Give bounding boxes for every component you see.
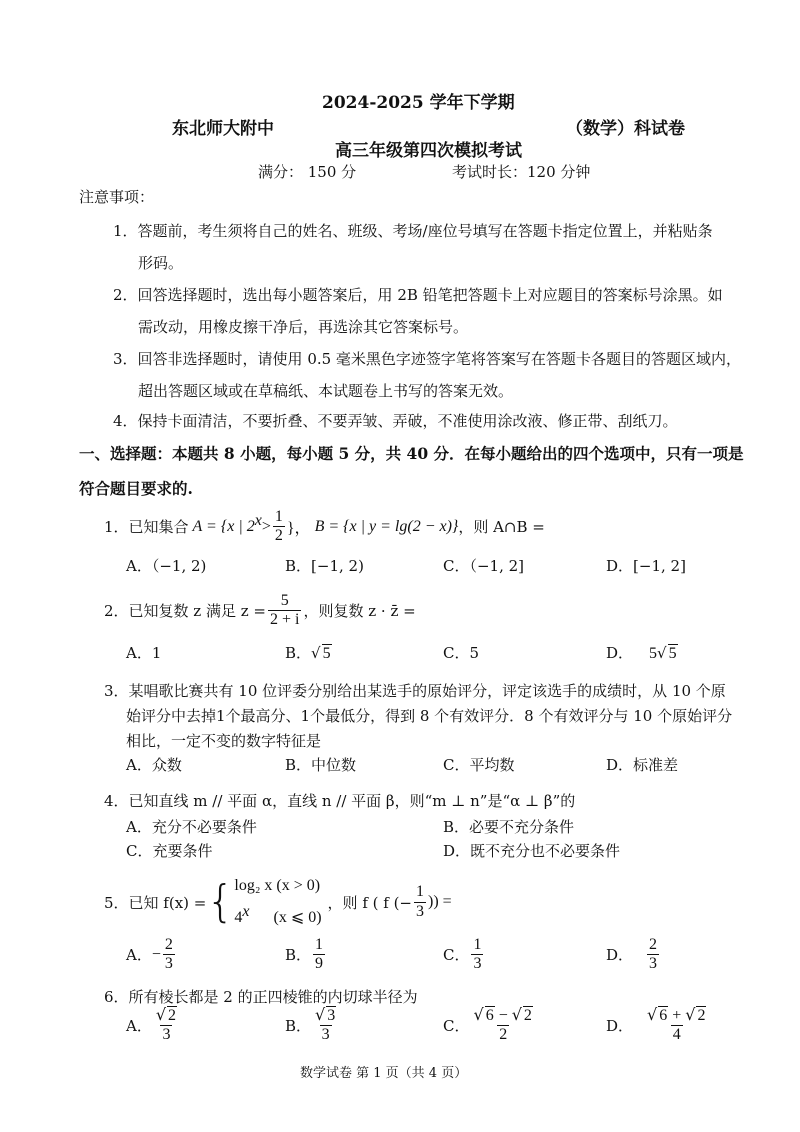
q2-option-d bbox=[606, 642, 678, 663]
notice-item-1-line2: 形码。 bbox=[138, 254, 184, 272]
q6-option-c-operator: − bbox=[494, 1007, 512, 1024]
q5-option-d-num: 2 bbox=[649, 936, 658, 953]
q5-suffix: )) = bbox=[428, 893, 452, 910]
notice-item-4: 4．保持卡面清洁，不要折叠、不要弄皱、弄破，不准使用涂改液、修正带、刮纸刀。 bbox=[113, 412, 678, 430]
q5-option-d bbox=[606, 936, 661, 974]
subject-title: （数学）科试卷 bbox=[566, 119, 685, 139]
q1-option-c: C．（−1, 2] bbox=[443, 557, 525, 575]
q6-option-d bbox=[606, 1006, 710, 1045]
q3-line1: 3．某唱歌比赛共有 10 位评委分别给出某选手的原始评分，评定该选手的成绩时，从 10 个原 bbox=[104, 682, 726, 700]
q6-option-c-radicand-2: 2 bbox=[523, 1007, 532, 1024]
sqrt-symbol: √ bbox=[473, 1005, 484, 1024]
notice-item-1-line1: 1．答题前，考生须将自己的姓名、班级、考场/座位号填写在答题卡指定位置上，并粘贴条 bbox=[113, 222, 713, 240]
q5-option-b bbox=[285, 936, 327, 974]
question-5 bbox=[104, 874, 452, 930]
q1-close: }， bbox=[286, 520, 311, 538]
q5-option-c-fraction bbox=[471, 936, 483, 974]
q4-option-b: B．必要不充分条件 bbox=[443, 818, 575, 836]
q2-frac-num: 5 bbox=[280, 592, 289, 609]
q5-option-c-den: 3 bbox=[473, 955, 482, 973]
q5-option-b-label: B． bbox=[285, 946, 312, 965]
q2-option-d-radicand: 5 bbox=[668, 645, 677, 662]
q6-option-c-fraction bbox=[471, 1006, 534, 1045]
q6-option-b-radicand: 3 bbox=[327, 1007, 336, 1024]
q6-option-a-fraction bbox=[154, 1006, 179, 1045]
full-score: 满分： 150 分 bbox=[258, 163, 357, 181]
page-footer: 数学试卷 第 1 页（共 4 页） bbox=[300, 1066, 468, 1081]
q2-option-b-label: B． bbox=[285, 644, 312, 662]
q1-set-a: A = {x | 2 bbox=[192, 517, 255, 535]
q6-option-d-num bbox=[645, 1006, 708, 1025]
q2-prefix: 2．已知复数 z 满足 z = bbox=[104, 602, 266, 621]
q3-option-c: C．平均数 bbox=[443, 756, 515, 774]
q3-option-b: B．中位数 bbox=[285, 756, 357, 774]
notice-item-3-line2: 超出答题区域或在草稿纸、本试题卷上书写的答案无效。 bbox=[138, 382, 514, 400]
q6-option-b-den: 3 bbox=[321, 1026, 330, 1044]
q5-option-b-num: 1 bbox=[315, 936, 324, 953]
q1-set-b: B = {x | y = lg(2 − x)} bbox=[314, 517, 459, 535]
q1-exponent: x bbox=[254, 512, 262, 529]
notice-item-3-line1: 3．回答非选择题时，请使用 0.5 毫米黑色字迹签字笔将答案写在答题卡各题目的答题区域内， bbox=[113, 350, 741, 368]
q6-option-b-label: B． bbox=[285, 1016, 312, 1035]
q6-option-b-fraction bbox=[313, 1006, 338, 1045]
q6-option-d-label: D． bbox=[606, 1016, 634, 1035]
q6-option-c-den: 2 bbox=[499, 1026, 508, 1044]
q6-stem: 6．所有棱长都是 2 的正四棱锥的内切球半径为 bbox=[104, 988, 418, 1006]
question-1 bbox=[104, 508, 545, 546]
sqrt-symbol: √ bbox=[155, 1005, 167, 1024]
q1-frac-num: 1 bbox=[274, 508, 283, 525]
q2-option-d-label: D． bbox=[606, 644, 634, 662]
q6-option-d-radicand-2: 2 bbox=[697, 1007, 706, 1024]
q1-fraction bbox=[273, 508, 285, 546]
q1-frac-den: 2 bbox=[274, 527, 283, 545]
q5-frac-num: 1 bbox=[416, 883, 424, 901]
sqrt-symbol: √ bbox=[647, 1005, 658, 1024]
q5-option-c-num: 1 bbox=[473, 936, 482, 953]
q2-option-a: A．1 bbox=[126, 644, 162, 662]
q5-option-a-den: 3 bbox=[164, 955, 173, 973]
q4-option-d: D．既不充分也不必要条件 bbox=[443, 842, 621, 860]
q6-option-a-label: A． bbox=[126, 1016, 152, 1035]
q3-option-a: A．众数 bbox=[126, 756, 182, 774]
notice-title: 注意事项： bbox=[79, 188, 155, 206]
exam-year-term: 2024-2025 学年下学期 bbox=[322, 93, 515, 113]
q3-option-d: D．标准差 bbox=[606, 756, 679, 774]
q5-frac-den: 3 bbox=[416, 902, 424, 920]
q6-option-a-den: 3 bbox=[162, 1026, 171, 1044]
q1-prefix: 1．已知集合 bbox=[104, 518, 189, 537]
q5-option-c-label: C． bbox=[443, 946, 470, 965]
exam-title: 高三年级第四次模拟考试 bbox=[335, 141, 522, 161]
sqrt-symbol: √ bbox=[311, 644, 321, 662]
notice-item-2-line2: 需改动，用橡皮擦干净后，再选涂其它答案标号。 bbox=[138, 318, 469, 336]
school-name: 东北师大附中 bbox=[172, 119, 274, 139]
q1-option-b: B．[−1, 2) bbox=[285, 557, 364, 575]
q5-option-a-num: 2 bbox=[164, 936, 173, 953]
q5-option-d-den: 3 bbox=[649, 955, 658, 973]
sqrt-symbol: √ bbox=[685, 1005, 696, 1024]
sqrt-symbol: √ bbox=[315, 1005, 326, 1024]
q3-line3: 相比，一定不变的数字特征是 bbox=[126, 732, 322, 750]
q1-suffix: ，则 A∩B = bbox=[458, 518, 545, 537]
q6-option-d-operator: + bbox=[668, 1007, 686, 1024]
q2-frac-den: 2 + i bbox=[270, 611, 300, 629]
q2-option-b-radicand: 5 bbox=[322, 645, 331, 662]
q5-option-a-label: A． bbox=[126, 946, 152, 965]
q6-option-b-num bbox=[313, 1006, 338, 1025]
q5-case-2 bbox=[234, 899, 321, 931]
q4-option-a: A．充分不必要条件 bbox=[126, 818, 257, 836]
notice-item-2-line1: 2．回答选择题时，选出每小题答案后，用 2B 铅笔把答题卡上对应题目的答案标号涂黑。如 bbox=[113, 286, 723, 304]
q6-option-d-den: 4 bbox=[672, 1026, 681, 1044]
q6-option-a-radicand: 2 bbox=[168, 1007, 177, 1024]
q5-case-1: log₂ x (x > 0) bbox=[234, 877, 321, 895]
q4-stem: 4．已知直线 m // 平面 α，直线 n // 平面 β，则“m ⊥ n”是“α ⊥ β”的 bbox=[104, 792, 576, 810]
q3-line2: 始评分中去掉1个最高分、1个最低分，得到 8 个有效评分．8 个有效评分与 10 个原始评分 bbox=[126, 707, 733, 725]
q6-option-d-fraction bbox=[645, 1006, 708, 1045]
q1-option-d: D．[−1, 2] bbox=[606, 557, 686, 575]
q5-option-d-fraction bbox=[647, 936, 659, 974]
q5-option-b-fraction bbox=[313, 936, 325, 974]
sqrt-symbol: √ bbox=[511, 1005, 522, 1024]
q5-option-a-sign: − bbox=[151, 945, 161, 963]
q1-option-a: A．（−1, 2) bbox=[126, 557, 207, 575]
q6-option-c-num bbox=[471, 1006, 534, 1025]
q5-mid: ，则 f ( f (− bbox=[327, 893, 412, 912]
q5-option-a bbox=[126, 936, 177, 974]
q2-option-d-coef: 5 bbox=[649, 645, 658, 662]
q6-option-c bbox=[443, 1006, 537, 1045]
q2-option-b bbox=[285, 642, 332, 663]
q6-option-b bbox=[285, 1006, 340, 1045]
q6-option-d-radicand-1: 6 bbox=[659, 1007, 668, 1024]
q5-case-2-exponent: x bbox=[242, 903, 250, 920]
q5-fraction bbox=[414, 883, 426, 921]
q5-prefix: 5．已知 f(x) = bbox=[104, 893, 207, 912]
q5-option-c bbox=[443, 936, 485, 974]
section-heading-line1: 一、选择题：本题共 8 小题，每小题 5 分，共 40 分．在每小题给出的四个选项中，只有一项是 bbox=[79, 444, 744, 463]
sqrt-symbol: √ bbox=[657, 644, 667, 662]
q2-fraction bbox=[268, 592, 301, 630]
q6-option-c-label: C． bbox=[443, 1016, 470, 1035]
q6-option-a bbox=[126, 1006, 181, 1045]
q5-option-a-fraction bbox=[163, 936, 175, 974]
q5-case-2-base: 4 bbox=[234, 909, 243, 926]
q1-gt: > bbox=[261, 517, 271, 535]
q5-piecewise bbox=[234, 873, 321, 930]
q5-option-b-den: 9 bbox=[315, 955, 324, 973]
q6-option-c-radicand-1: 6 bbox=[485, 1007, 494, 1024]
left-brace: { bbox=[206, 876, 235, 927]
question-2 bbox=[104, 592, 416, 630]
section-heading-line2: 符合题目要求的. bbox=[79, 479, 193, 498]
q6-option-a-num bbox=[154, 1006, 179, 1025]
q2-suffix: ，则复数 z · z̄ = bbox=[303, 602, 416, 621]
q4-option-c: C．充要条件 bbox=[126, 842, 213, 860]
q5-option-d-label: D． bbox=[606, 946, 634, 965]
q2-option-c: C．5 bbox=[443, 644, 480, 662]
exam-duration: 考试时长：120 分钟 bbox=[452, 163, 591, 181]
q5-case-2-cond: (x ⩽ 0) bbox=[273, 909, 322, 926]
